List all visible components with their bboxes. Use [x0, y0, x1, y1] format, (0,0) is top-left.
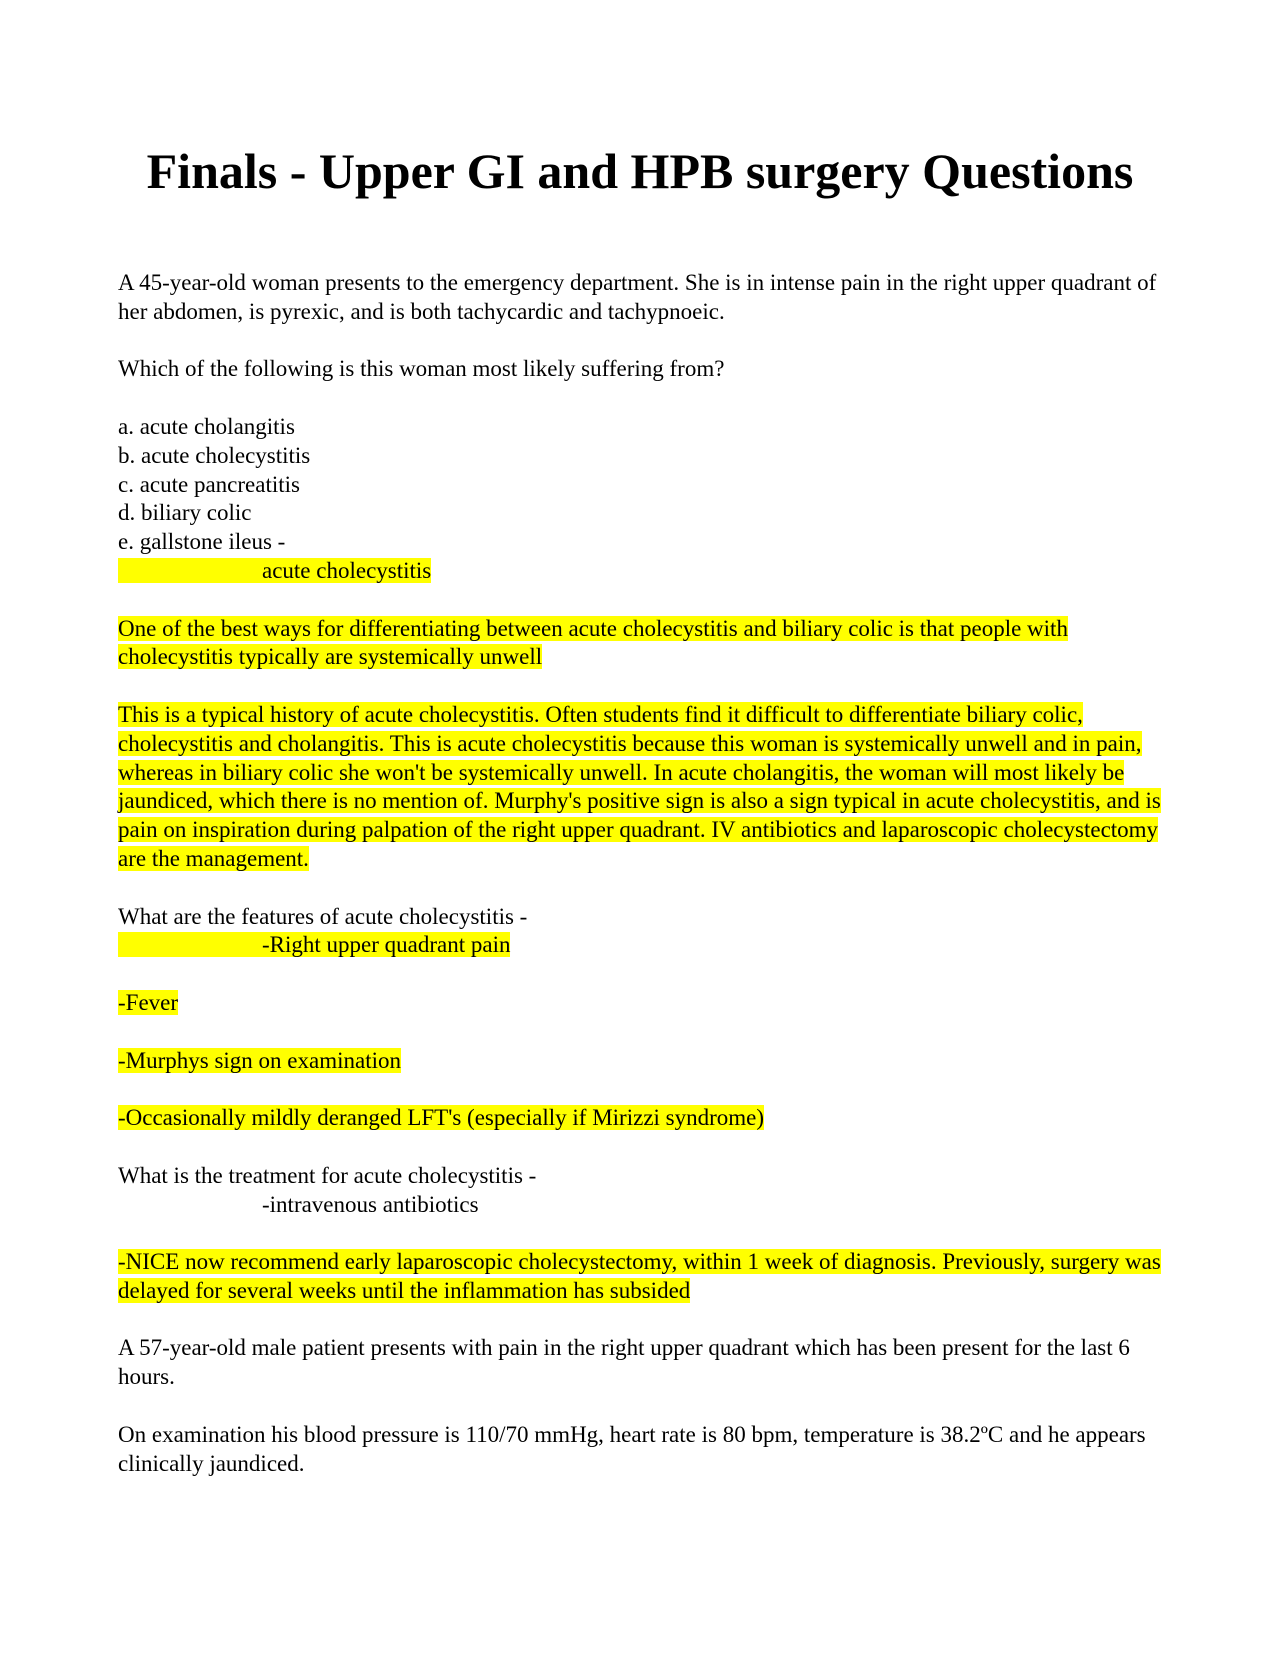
treatment-question: What is the treatment for acute cholecystitis -: [118, 1162, 537, 1188]
q1-explanation-1-text: One of the best ways for differentiating between acute cholecystitis and biliary colic is that people with cholecystitis typically are systemically unwell: [118, 615, 1068, 670]
q1-explanation-1: [118, 615, 1168, 673]
q1-answer-line: [118, 557, 1168, 586]
q1-question: Which of the following is this woman most likely suffering from?: [118, 356, 725, 382]
q2-stem: A 57-year-old male patient presents with pain in the right upper quadrant which has been present for the last 6 hours.: [118, 1335, 1130, 1390]
feature-item-2: [118, 989, 1168, 1018]
feature-item-1: [118, 931, 1168, 960]
option-d: d. biliary colic: [118, 500, 252, 526]
treatment-item-1-text: -intravenous antibiotics: [262, 1191, 479, 1217]
feature-item-4: [118, 1104, 1168, 1133]
treatment-item-2-text: -NICE now recommend early laparoscopic cholecystectomy, within 1 week of diagnosis. Previously, surgery was delayed for several weeks until the inflammation has subsided: [118, 1249, 1161, 1303]
option-a: a. acute cholangitis: [118, 413, 295, 439]
option-b: b. acute cholecystitis: [118, 442, 311, 468]
treatment-item-1: [118, 1191, 1168, 1220]
features-question: What are the features of acute cholecystitis -: [118, 903, 528, 929]
q1-explanation-2: [118, 701, 1168, 874]
q1-stem: A 45-year-old woman presents to the emergency department. She is in intense pain in the right upper quadrant of her abdomen, is pyrexic, and is both tachycardic and tachypnoeic.: [118, 270, 1157, 324]
option-e: e. gallstone ileus -: [118, 529, 286, 555]
q1-explanation-2-text: This is a typical history of acute cholecystitis. Often students find it difficult to differentiate biliary colic, cholecystitis and cholangitis. This is acute cholecystitis because this woman is systemically unwell and in pain, whereas in biliary colic she won't be systemically unwell. In acute cholangitis, the woman will most likely be jaundiced, which there is no mention of. Murphy's positive sign is also a sign typical in acute cholecystitis, and is pain on inspiration during palpation of the right upper quadrant. IV antibiotics and laparoscopic cholecystectomy are the management.: [118, 701, 1161, 871]
feature-item-2-text: -Fever: [118, 989, 179, 1015]
q1-answer: acute cholecystitis: [262, 557, 432, 583]
document-title: Finals - Upper GI and HPB surgery Questions: [146, 143, 1134, 199]
document-body: [118, 269, 1168, 1507]
option-c: c. acute pancreatitis: [118, 471, 300, 497]
q1-answer-highlight: [118, 558, 431, 583]
feature-item-3-text: -Murphys sign on examination: [118, 1047, 401, 1073]
q1-options: [118, 413, 1168, 557]
feature-item-3: [118, 1047, 1168, 1076]
treatment-item-2: [118, 1248, 1168, 1306]
q2-exam: On examination his blood pressure is 110/70 mmHg, heart rate is 80 bpm, temperature is 38.2ºC and he appears clinically jaundiced.: [118, 1421, 1146, 1476]
feature-item-4-text: -Occasionally mildly deranged LFT's (especially if Mirizzi syndrome): [118, 1105, 765, 1131]
feature-item-1-text: -Right upper quadrant pain: [262, 932, 511, 958]
